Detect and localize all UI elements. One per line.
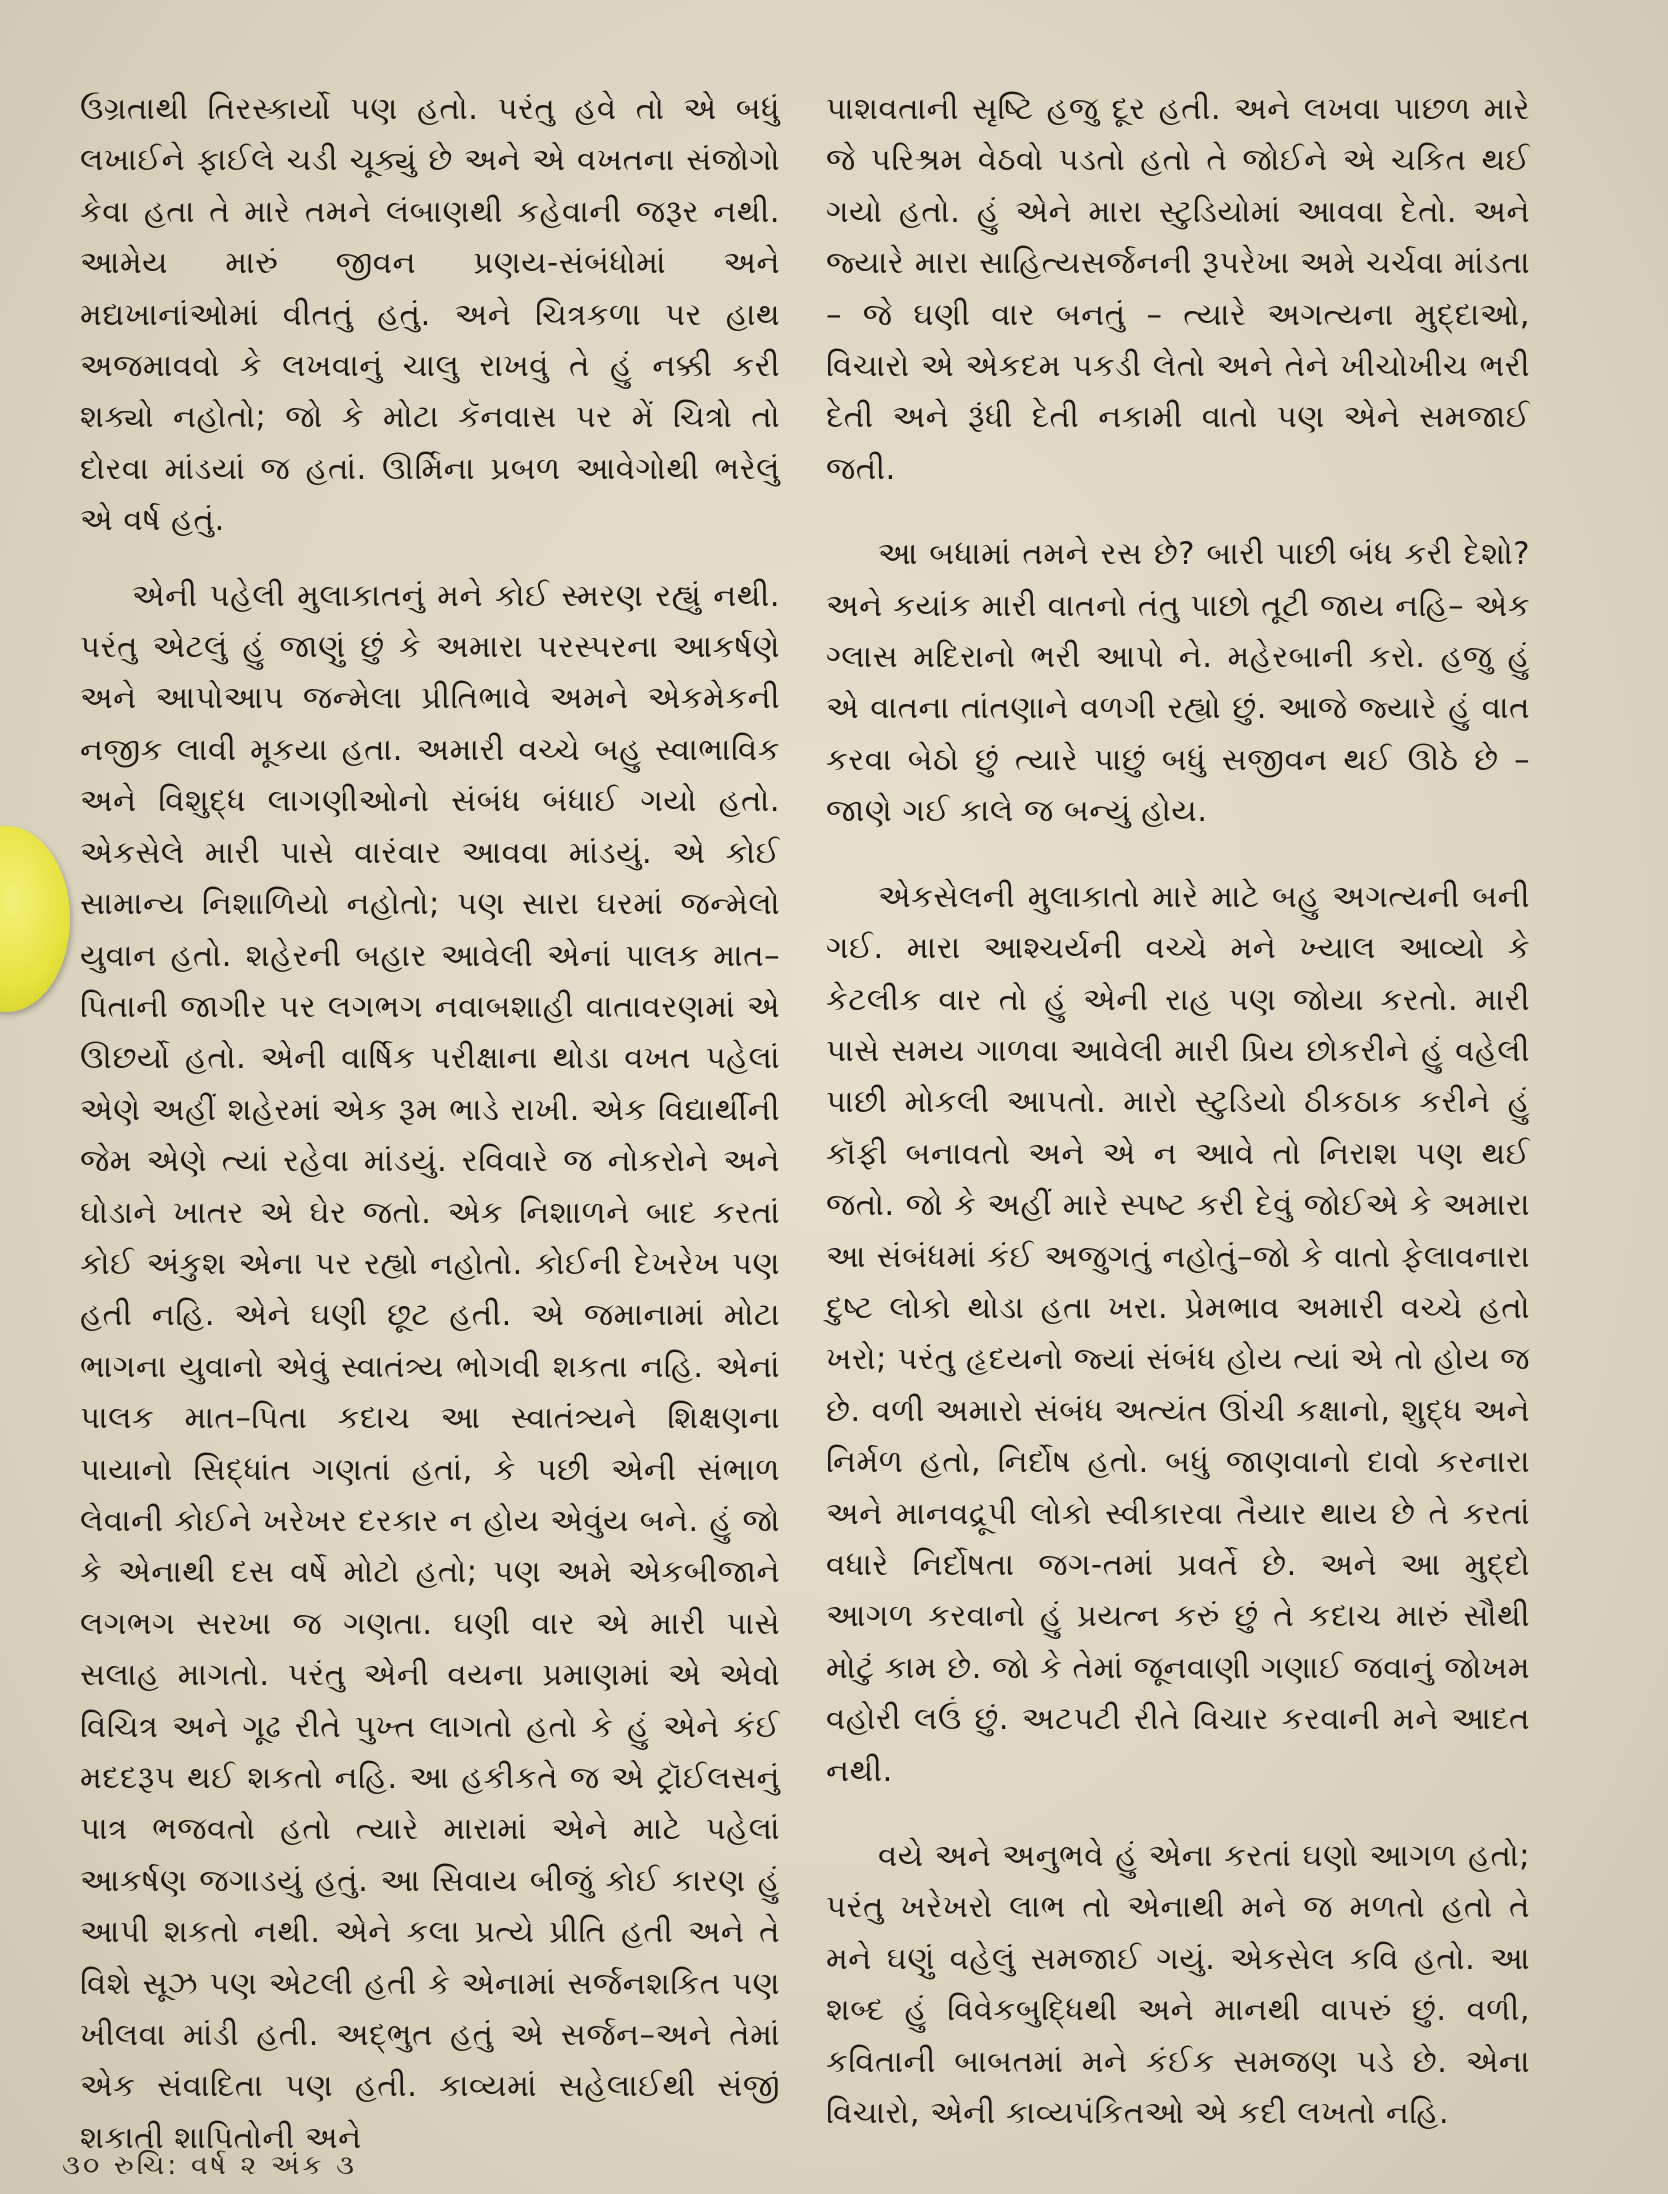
paragraph: ઉગ્રતાથી તિરસ્કાર્યો પણ હતો. પરંતુ હવે તો એ બધું લખાઈને ફાઈલે ચડી ચૂક્યું છે અને એ વખતના સંજોગો કેવા હતા તે મારે તમને લંબાણથી કહેવાની જરૂર નથી. આમેય મારું જીવન પ્રણય-સંબંધોમાં અને મદ્યખાનાંઓમાં વીતતું હતું. અને ચિત્રકળા પર હાથ અજમાવવો કે લખવાનું ચાલુ રાખવું તે હું નક્કી કરી શક્યો નહોતો; જો કે મોટા કૅનવાસ પર મેં ચિત્રો તો દોરવા માંડયાં જ હતાં. ઊર્મિના પ્રબળ આવેગોથી ભરેલું એ વર્ષ હતું.: [80, 91, 780, 539]
page-footer: ૩૦ રુચિ: વર્ષ ૨ અંક ૩: [62, 2150, 358, 2181]
paragraph-gap: [826, 838, 1530, 872]
paragraph-gap: [80, 547, 780, 571]
paragraph: એની પહેલી મુલાકાતનું મને કોઈ સ્મરણ રહ્યું નથી. પરંતુ એટલું હું જાણું છું કે અમારા પરસ્પરના આકર્ષણે અને આપોઆપ જન્મેલા પ્રીતિભાવે અમને એકમેકની નજીક લાવી મૂકયા હતા. અમારી વચ્ચે બહુ સ્વાભાવિક અને વિશુદ્ધ લાગણીઓનો સંબંધ બંધાઈ ગયો હતો. એકસેલે મારી પાસે વારંવાર આવવા માંડયું. એ કોઈ સામાન્ય નિશાળિયો નહોતો; પણ સારા ઘરમાં જન્મેલો યુવાન હતો. શહેરની બહાર આવેલી એનાં પાલક માત–પિતાની જાગીર પર લગભગ નવાબશાહી વાતાવરણમાં એ ઊછર્યો હતો. એની વાર્ષિક પરીક્ષાના થોડા વખત પહેલાં એણે અહીં શહેરમાં એક રૂમ ભાડે રાખી. એક વિદ્યાર્થીની જેમ એણે ત્યાં રહેવા માંડયું. રવિવારે જ નોકરોને અને ઘોડાને ખાતર એ ઘેર જતો. એક નિશાળને બાદ કરતાં કોઈ અંકુશ એના પર રહ્યો નહોતો. કોઈની દેખરેખ પણ હતી નહિ. એને ઘણી છૂટ હતી. એ જમાનામાં મોટા ભાગના યુવાનો એવું સ્વાતંત્ર્ય ભોગવી શકતા નહિ. એનાં પાલક માત–પિતા કદાચ આ સ્વાતંત્ર્યને શિક્ષણના પાયાનો સિદ્ધાંત ગણતાં હતાં, કે પછી એની સંભાળ લેવાની કોઈને ખરેખર દરકાર ન હોય એવુંય બને. હું જો કે એનાથી દસ વર્ષે મોટો હતો; પણ અમે એકબીજાને લગભગ સરખા જ ગણતા. ઘણી વાર એ મારી પાસે સલાહ માગતો. પરંતુ એની વયના પ્રમાણમાં એ એવો વિચિત્ર અને ગૂઢ રીતે પુખ્ત લાગતો હતો કે હું એને કંઈ મદદરૂપ થઈ શકતો નહિ. આ હકીકતે જ એ ટ્રૉઈલસનું પાત્ર ભજવતો હતો ત્યારે મારામાં એને માટે પહેલાં આકર્ષણ જગાડયું હતું. આ સિવાય બીજું કોઈ કારણ હું આપી શકતો નથી. એને કલા પ્રત્યે પ્રીતિ હતી અને તે વિશે સૂઝ પણ એટલી હતી કે એનામાં સર્જનશકિત પણ ખીલવા માંડી હતી. અદ્‌ભુત હતું એ સર્જન–અને તેમાં એક સંવાદિતા પણ હતી. કાવ્યમાં સહેલાઈથી સંજીં શકાતી શાપિતોની અને: [80, 577, 781, 2156]
right-column: [826, 84, 1530, 2139]
left-column: [80, 84, 780, 2164]
paragraph-gap: [826, 1797, 1530, 1831]
paragraph: પાશવતાની સૃષ્ટિ હજુ દૂર હતી. અને લખવા પાછળ મારે જે પરિશ્રમ વેઠવો પડતો હતો તે જોઈને એ ચકિત થઈ ગયો હતો. હું એને મારા સ્ટુડિયોમાં આવવા દેતો. અને જ્યારે મારા સાહિત્યસર્જનની રૂપરેખા અમે ચર્ચવા માંડતા – જે ઘણી વાર બનતું – ત્યારે અગત્યના મુદ્દાઓ, વિચારો એ એકદમ પકડી લેતો અને તેને ખીચોખીચ ભરી દેતી અને રૂંધી દેતી નકામી વાતો પણ એને સમજાઈ જતી.: [826, 91, 1530, 487]
paragraph: આ બધામાં તમને રસ છે? બારી પાછી બંધ કરી દેશો? અને કયાંક મારી વાતનો તંતુ પાછો તૂટી જાય નહિ– એક ગ્લાસ મદિરાનો ભરી આપો ને. મહેરબાની કરો. હજુ હું એ વાતના તાંતણાને વળગી રહ્યો છું. આજે જ્યારે હું વાત કરવા બેઠો છું ત્યારે પાછું બધું સજીવન થઈ ઊઠે છે – જાણે ગઈ કાલે જ બન્યું હોય.: [826, 536, 1530, 830]
paragraph: વયે અને અનુભવે હું એના કરતાં ઘણો આગળ હતો; પરંતુ ખરેખરો લાભ તો એનાથી મને જ મળતો હતો તે મને ઘણું વહેલું સમજાઈ ગયું. એકસેલ કવિ હતો. આ શબ્દ હું વિવેકબુદ્ધિથી અને માનથી વાપરું છું. વળી, કવિતાની બાબતમાં મને કંઈક સમજણ પડે છે. એના વિચારો, એની કાવ્યપંકિતઓ એ કદી લખતો નહિ.: [826, 1838, 1530, 2132]
paragraph: એકસેલની મુલાકાતો મારે માટે બહુ અગત્યની બની ગઈ. મારા આશ્ચર્યની વચ્ચે મને ખ્યાલ આવ્યો કે કેટલીક વાર તો હું એની રાહ પણ જોયા કરતો. મારી પાસે સમય ગાળવા આવેલી મારી પ્રિય છોકરીને હું વહેલી પાછી મોકલી આપતો. મારો સ્ટુડિયો ઠીકઠાક કરીને હું કૉફી બનાવતો અને એ ન આવે તો નિરાશ પણ થઈ જતો. જો કે અહીં મારે સ્પષ્ટ કરી દેવું જોઈએ કે અમારા આ સંબંધમાં કંઈ અજુગતું નહોતું–જો કે વાતો ફેલાવનારા દુષ્ટ લોકો થોડા હતા ખરા. પ્રેમભાવ અમારી વચ્ચે હતો ખરો; પરંતુ હૃદયનો જ્યાં સંબંધ હોય ત્યાં એ તો હોય જ છે. વળી અમારો સંબંધ અત્યંત ઊંચી કક્ષાનો, શુદ્ધ અને નિર્મળ હતો, નિર્દોષ હતો. બધું જાણવાનો દાવો કરનારા અને માનવદ્રૂપી લોકો સ્વીકારવા તૈયાર થાય છે તે કરતાં વધારે નિર્દોષતા જગ-તમાં પ્રવર્તે છે. અને આ મુદ્દો આગળ કરવાનો હું પ્રયત્ન કરું છું તે કદાચ મારું સૌથી મોટું કામ છે. જો કે તેમાં જૂનવાણી ગણાઈ જવાનું જોખમ વહોરી લઉં છું. અટપટી રીતે વિચાર કરવાની મને આદત નથી.: [826, 878, 1530, 1789]
paragraph-gap: [826, 495, 1530, 529]
yellow-binder-clip: [0, 826, 70, 1012]
